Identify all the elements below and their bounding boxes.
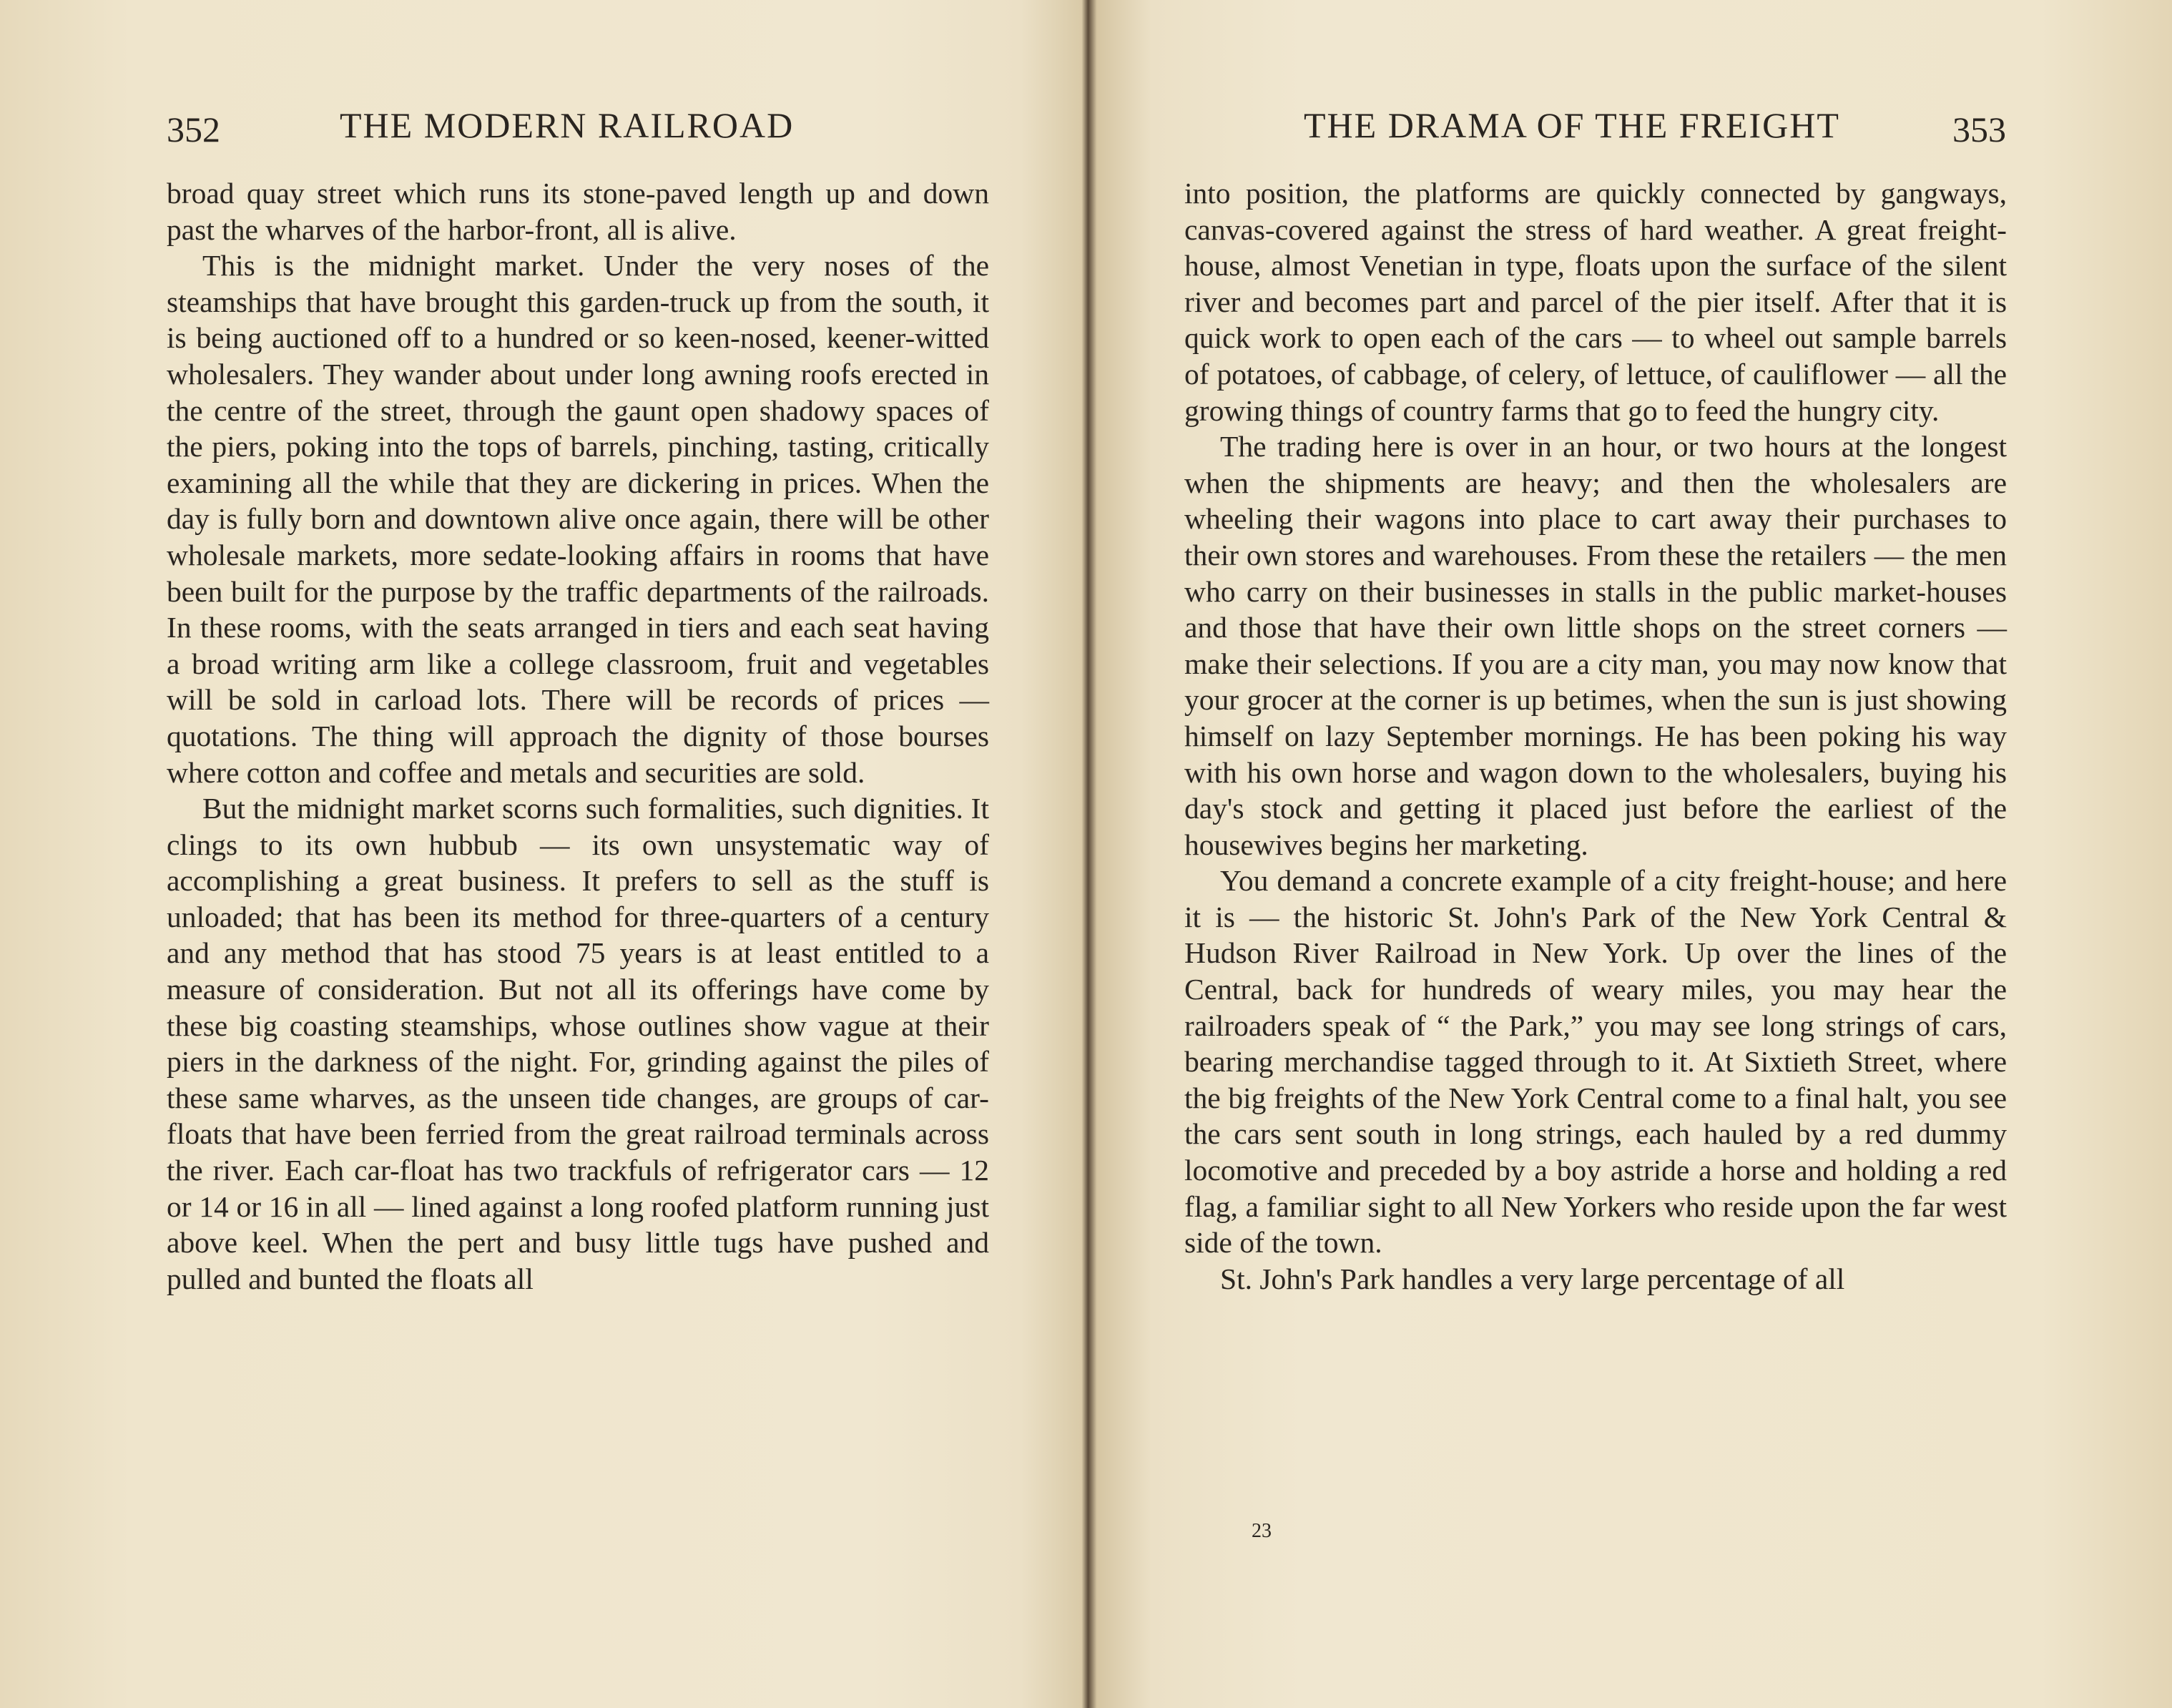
body-text	[167, 175, 989, 1297]
right-page	[1087, 0, 2172, 1708]
paragraph: But the midnight market scorns such formalities, such dignities. It clings to its own hubbub — its own unsystematic way of accomplishing a great business. It prefers to sell as the stuff is unloaded; that has been its method for three-quarters of a century and any method that has stood 75 years is at least entitled to a measure of consideration. But not all its offerings have come by these big coasting steamships, whose outlines show vague at their piers in the darkness of the night. For, grinding against the piles of these same wharves, as the unseen tide changes, are groups of car-floats that have been ferried from the great railroad terminals across the river. Each car-float has two trackfuls of refrigerator cars — 12 or 14 or 16 in all — lined against a long roofed platform running just above keel. When the pert and busy little tugs have pushed and pulled and bunted the floats all	[167, 792, 989, 1295]
signature-mark: 23	[1252, 1520, 1272, 1542]
paragraph: into position, the platforms are quickly connected by gangways, canvas-covered against the stress of hard weather. A great freight-house, almost Venetian in type, floats upon the surface of the silent river and becomes part and parcel of the pier itself. After that it is quick work to open each of the cars — to wheel out sample barrels of potatoes, of cabbage, of celery, of lettuce, of cauliflower — all the growing things of country farms that go to feed the hungry city.	[1184, 177, 2007, 427]
paragraph: This is the midnight market. Under the very noses of the steamships that have brought this garden-truck up from the south, it is being auctioned off to a hundred or so keen-nosed, keener-witted wholesalers. They wander about under long awning roofs erected in the centre of the street, through the gaunt open shadowy spaces of the piers, poking into the tops of barrels, pinching, tasting, critically examining all the while that they are dickering in prices. When the day is fully born and downtown alive once again, there will be other wholesale markets, more sedate-looking affairs in rooms that have been built for the purpose by the traffic departments of the railroads. In these rooms, with the seats arranged in tiers and each seat having a broad writing arm like a college classroom, fruit and vegetables will be sold in carload lots. There will be records of prices — quotations. The thing will approach the dignity of those bourses where cotton and coffee and metals and securities are sold.	[167, 249, 989, 789]
paragraph: broad quay street which runs its stone-paved length up and down past the wharves of the harbor-front, all is alive.	[167, 177, 989, 246]
body-text	[1184, 175, 2007, 1297]
paragraph: St. John's Park handles a very large percentage of all	[1220, 1262, 1845, 1295]
page-number: 353	[1952, 109, 2006, 149]
paragraph: You demand a concrete example of a city freight-house; and here it is — the historic St. John's Park of the New York Central & Hudson River Railroad in New York. Up over the lines of the Central, back for hundreds of weary miles, you may hear the railroaders speak of “ the Park,” you may see long strings of cars, bearing merchandise tagged through to it. At Sixtieth Street, where the big freights of the New York Central come to a final halt, you see the cars sent south in long strings, each hauled by a red dummy locomotive and preceded by a boy astride a horse and holding a red flag, a familiar sight to all New Yorkers who reside upon the far west side of the town.	[1184, 864, 2007, 1260]
running-head: THE DRAMA OF THE FREIGHT	[1304, 105, 1840, 145]
page-number: 352	[167, 109, 220, 149]
running-head: THE MODERN RAILROAD	[340, 105, 795, 145]
paragraph: The trading here is over in an hour, or two hours at the longest when the shipments are heavy; and then the wholesalers are wheeling their wagons into place to cart away their purchases to their own stores and warehouses. From these the retailers — the men who carry on their businesses in stalls in the public market-houses and those that have their own little shops on the street corners — make their selections. If you are a city man, you may now know that your grocer at the corner is up betimes, when the sun is just showing himself on lazy September mornings. He has been poking his way with his own horse and wagon down to the wholesalers, buying his day's stock and getting it placed just before the earliest of the housewives begins her marketing.	[1184, 430, 2007, 861]
